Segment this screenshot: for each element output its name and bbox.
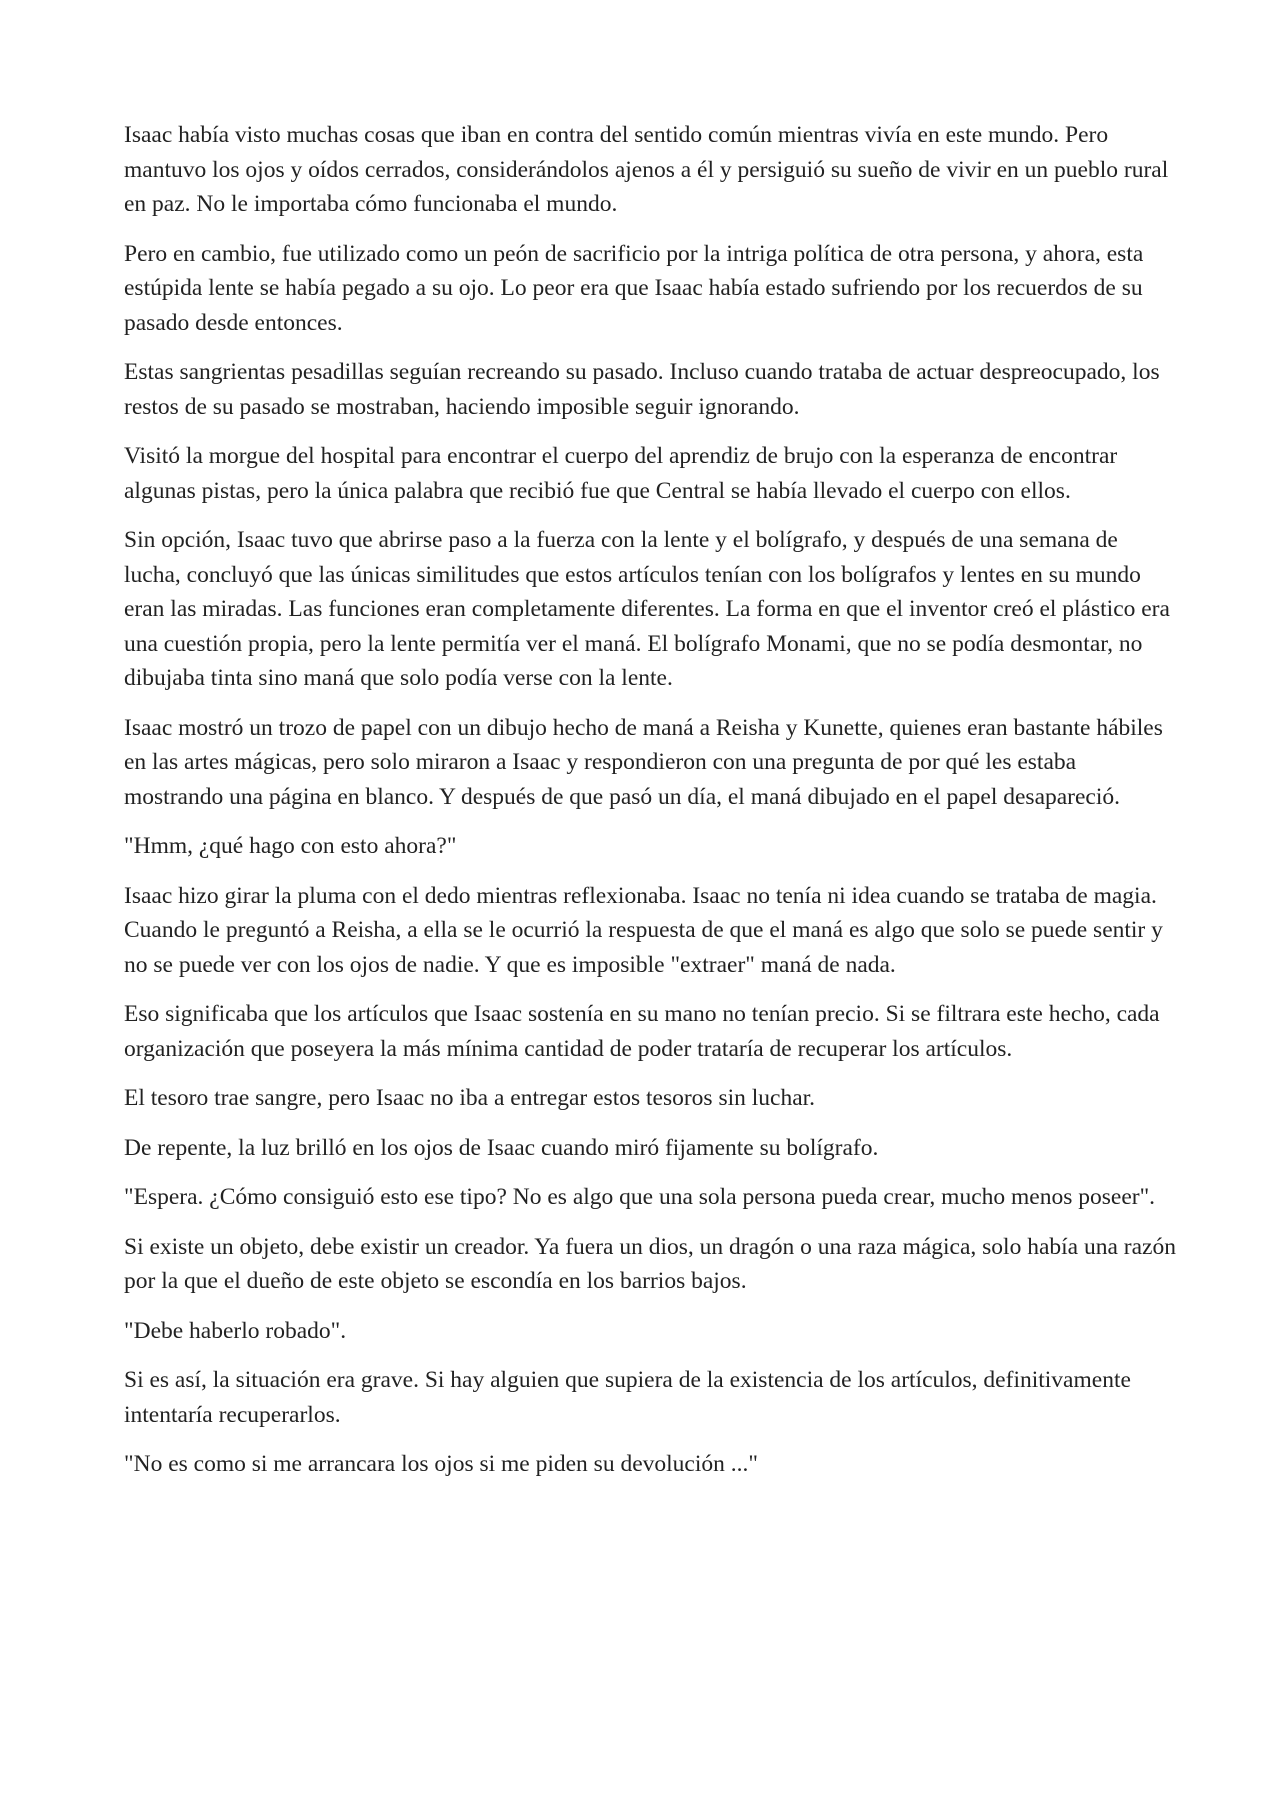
dialogue-line: "Hmm, ¿qué hago con esto ahora?" [124,833,457,859]
paragraph: Si es así, la situación era grave. Si hay alguien que supiera de la existencia de los artículos, definitivamente intentaría recuperarlos. [124,1367,1131,1428]
paragraph: Isaac hizo girar la pluma con el dedo mientras reflexionaba. Isaac no tenía ni idea cuando se trataba de magia. Cuando le preguntó a Reisha, a ella se le ocurrió la respuesta de que el maná es algo que solo se puede sentir y no se puede ver con los ojos de nadie. Y que es imposible "extraer" maná de nada. [124,882,1163,978]
paragraph: De repente, la luz brilló en los ojos de Isaac cuando miró fijamente su bolígrafo. [124,1134,879,1161]
paragraph: Eso significaba que los artículos que Isaac sostenía en su mano no tenían precio. Si se filtrara este hecho, cada organización que poseyera la más mínima cantidad de poder trataría de recuperar los artículos. [124,1001,1160,1062]
dialogue-line: "No es como si me arrancara los ojos si me piden su devolución ..." [124,1451,758,1477]
paragraph: Visitó la morgue del hospital para encontrar el cuerpo del aprendiz de brujo con la esperanza de encontrar algunas pistas, pero la única palabra que recibió fue que Central se había llevado el cuerpo con ellos. [124,443,1118,504]
paragraph: Pero en cambio, fue utilizado como un peón de sacrificio por la intriga política de otra persona, y ahora, esta estúpida lente se había pegado a su ojo. Lo peor era que Isaac había estado sufriendo por los recuerdos de su pasado desde entonces. [124,240,1144,336]
dialogue-line: "Debe haberlo robado". [124,1317,347,1344]
paragraph: Isaac mostró un trozo de papel con un dibujo hecho de maná a Reisha y Kunette, quienes eran bastante hábiles en las artes mágicas, pero solo miraron a Isaac y respondieron con una pregunta de por qué les estaba mostrando una página en blanco. Y después de que pasó un día, el maná dibujado en el papel desapareció. [124,714,1163,810]
dialogue-line: "Espera. ¿Cómo consiguió esto ese tipo? No es algo que una sola persona pueda crear, mucho menos poseer". [124,1184,1156,1210]
story-text [124,118,1180,1482]
paragraph: Isaac había visto muchas cosas que iban en contra del sentido común mientras vivía en este mundo. Pero mantuvo los ojos y oídos cerrados, considerándolos ajenos a él y persiguió su sueño de vivir en un pueblo rural en paz. No le importaba cómo funcionaba el mundo. [124,122,1169,217]
paragraph: Si existe un objeto, debe existir un creador. Ya fuera un dios, un dragón o una raza mágica, solo había una razón por la que el dueño de este objeto se escondía en los barrios bajos. [124,1233,1176,1294]
paragraph: Sin opción, Isaac tuvo que abrirse paso a la fuerza con la lente y el bolígrafo, y después de una semana de lucha, concluyó que las únicas similitudes que estos artículos tenían con los bolígrafos y lentes en su mundo eran las miradas. Las funciones eran completamente diferentes. La forma en que el inventor creó el plástico era una cuestión propia, pero la lente permitía ver el maná. El bolígrafo Monami, que no se podía desmontar, no dibujaba tinta sino maná que solo podía verse con la lente. [124,527,1170,691]
paragraph: El tesoro trae sangre, pero Isaac no iba a entregar estos tesoros sin luchar. [124,1085,816,1111]
paragraph: Estas sangrientas pesadillas seguían recreando su pasado. Incluso cuando trataba de actuar despreocupado, los restos de su pasado se mostraban, haciendo imposible seguir ignorando. [124,359,1160,420]
